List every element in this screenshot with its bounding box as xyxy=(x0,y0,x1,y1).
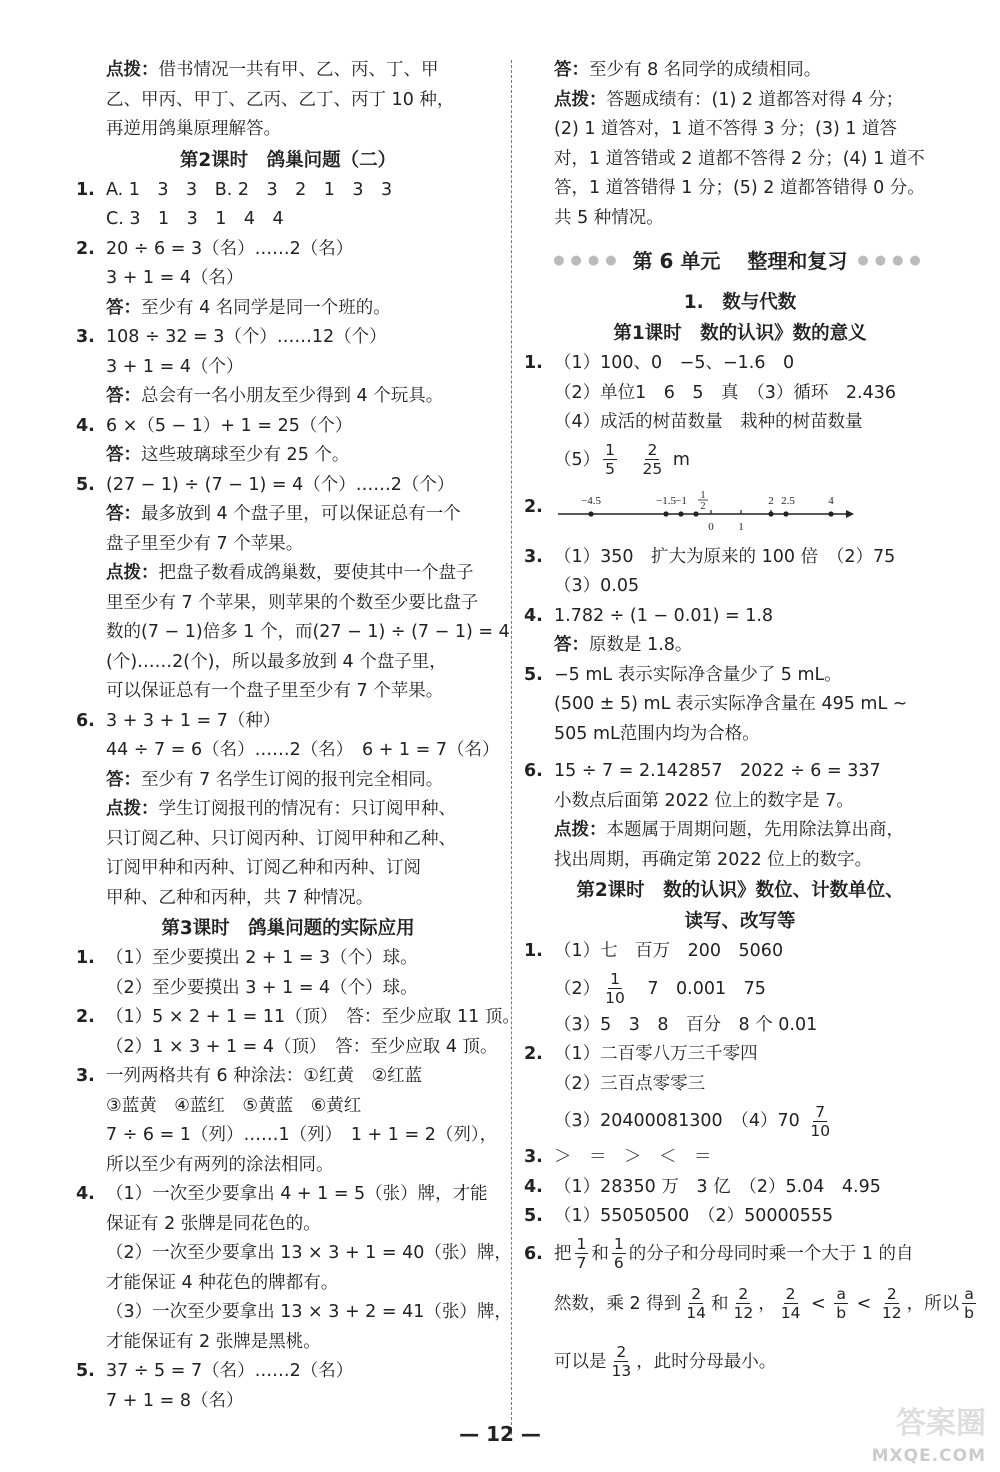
tick-label: −1 xyxy=(675,494,687,507)
fraction: $\frac{2}{12}$ xyxy=(881,1285,902,1322)
tip-label: 点拨： xyxy=(106,60,159,80)
decor-dots-icon: ●●●● xyxy=(857,253,927,268)
question-item: 3. 一列两格共有 6 种涂法：①红黄 ②红蓝 ③蓝黄 ④蓝红 ⑤黄蓝 ⑥黄红 7 ÷ 6 = 1（列）……1（列） 1 + 1 = 2（列）， 所以至少有两列的涂法相同。 xyxy=(76,1066,498,1175)
unit-title: ●●●● 第 6 单元 整理和复习 ●●●● xyxy=(524,239,956,283)
point xyxy=(663,511,668,516)
lesson-title-cont: 读写、改写等 xyxy=(684,911,796,932)
lesson-title: 第2课时 数的认识》数位、计数单位、 xyxy=(576,880,904,901)
tip-label: 点拨： xyxy=(106,799,159,819)
fraction: $\frac{1}{5}$ xyxy=(605,441,616,478)
question-item: 3. （1）350 扩大为原来的 100 倍 （2）75 （3）0.05 xyxy=(524,546,896,596)
question-item: 1. （1）七 百万 200 5060 （2） $\frac{1}{10}$ 7 0.001 75 （3）5 3 8 百分 8 个 0.01 xyxy=(524,941,818,1035)
tick-label: 2 xyxy=(700,500,706,512)
decor-dots-icon: ●●●● xyxy=(553,253,623,268)
question-item: 3. ＞ ＝ ＞ ＜ ＝ xyxy=(524,1147,712,1167)
answer-label: 答： xyxy=(554,60,589,80)
question-item: 5. −5 mL 表示实际净含量少了 5 mL。 (500 ± 5) mL 表示实际净含量在 495 mL ~ 505 mL范围内均为合格。 xyxy=(524,664,908,744)
tip-label: 点拨： xyxy=(554,89,607,110)
fraction: $\frac{2}{14}$ xyxy=(686,1285,706,1322)
tick-label: 1 xyxy=(738,520,744,533)
lesson-title: 第2课时 鸽巢问题（二） xyxy=(179,149,397,171)
tip-block: 点拨：借书情况一共有甲、乙、丙、丁、甲 乙、甲丙、甲丁、乙丙、乙丁、丙丁 10 种， 再逆用鸽巢原理解答。 xyxy=(106,60,455,139)
fraction: $\frac{a}{b}$ xyxy=(964,1285,974,1322)
question-item: 3. 108 ÷ 32 = 3（个）……12（个） 3 + 1 = 4（个） 答：总会有一名小朋友至少得到 4 个玩具。 xyxy=(76,327,444,406)
section-title: 1. 数与代数 xyxy=(683,292,797,313)
point xyxy=(588,511,593,516)
left-column xyxy=(76,56,520,1416)
question-item: 2. 20 ÷ 6 = 3（名）……2（名） 3 + 1 = 4（名） 答：至少有 4 名同学是同一个班的。 xyxy=(76,238,391,318)
fraction: $\frac{1}{7}$ xyxy=(576,1235,587,1272)
fraction: $\frac{a}{b}$ xyxy=(836,1285,847,1322)
fraction: $\frac{2}{13}$ xyxy=(611,1343,632,1380)
question-item: 5. （1）55050500 （2）50000555 xyxy=(524,1206,834,1226)
question-item: 2. （1）二百零八万三千零四 （2）三百点零零三 （3）20400081300 （4）70 $\frac{7}{10}$ xyxy=(524,1044,831,1140)
point xyxy=(693,511,698,516)
question-item: 6. 把 $\frac{1}{7}$ 和 $\frac{1}{6}$ 的分子和分母同时乘一个大于 1 的自 然数，乘 2 得到 $\frac{2}{14}$ 和 $\frac{2}{12}$ ， $\frac{2}{14}$ < $\frac{a}{b}$ < $\frac{2}{12}$ ，所以 $\frac{a}{b}$ 可以是 $\frac{2}{13}$ ，此时分母最小。 xyxy=(524,1235,974,1380)
point xyxy=(768,511,773,516)
question-item: 1. （1）至少要摸出 2 + 1 = 3（个）球。 （2）至少要摸出 3 + 1 = 4（个）球。 xyxy=(76,948,418,998)
question-item: 2. （1）5 × 2 + 1 = 11（顶） 答：至少应取 11 顶。 （2）1 × 3 + 1 = 4（顶） 答：至少应取 4 顶。 xyxy=(76,1007,520,1057)
number-line xyxy=(554,482,854,538)
answer-label: 答： xyxy=(106,769,141,790)
fraction: $\frac{7}{10}$ xyxy=(810,1102,831,1140)
lesson-title: 第1课时 数的认识》数的意义 xyxy=(613,323,867,344)
question-item: 5. 37 ÷ 5 = 7（名）……2（名） 7 + 1 = 8（名） xyxy=(76,1361,354,1411)
tick-label: 1 xyxy=(700,489,706,501)
question-item: 2. −4.5 −1.5 −1 1 2 0 1 2 2.5 4 xyxy=(524,482,956,543)
page-number: — 12 — xyxy=(459,1422,541,1446)
question-item: 6. 3 + 3 + 1 = 7（种） 44 ÷ 7 = 6（名）……2（名） 6 + 1 = 7（名） 答：至少有 7 名学生订阅的报刊完全相同。 点拨：学生订阅报刊的情况有：只订阅甲种、 只订阅乙种、只订阅丙种、订阅甲种和乙种、 订阅甲种和丙种、订阅乙种和丙种、订阅 甲种、乙种和丙种，共 7 种情况。 xyxy=(76,710,500,908)
question-item: 4. 6 ×（5 − 1）+ 1 = 25（个） 答：这些玻璃球至少有 25 个。 xyxy=(76,415,353,465)
tick-label: −1.5 xyxy=(656,494,676,507)
tick-label: 4 xyxy=(828,494,834,507)
point xyxy=(678,511,683,516)
answer-label: 答： xyxy=(106,386,141,406)
watermark-logo: 答案圈 MXQE.COM xyxy=(871,1406,986,1466)
tick-label: −4.5 xyxy=(581,494,601,507)
answer-label: 答： xyxy=(554,635,589,655)
question-item: 6. 15 ÷ 7 = 2.142857 2022 ÷ 6 = 337 小数点后面第 2022 位上的数字是 7。 点拨：本题属于周期问题，先用除法算出商， 找出周期，再确定第 2022 位上的数字。 xyxy=(524,761,904,870)
question-item: 1. （1）100、0 −5、−1.6 0 （2）单位1 6 5 真 （3）循环 2.436 （4）成活的树苗数量 栽种的树苗数量 （5） $\frac{1}{5}$ $\frac{2}{25}$ m xyxy=(524,353,897,478)
tip-label: 点拨： xyxy=(554,820,607,840)
tick-label: 0 xyxy=(708,520,714,533)
fraction: $\frac{1}{6}$ xyxy=(613,1235,624,1272)
tick-label: 2 xyxy=(768,494,774,507)
answer-label: 答： xyxy=(106,504,141,524)
lesson-title: 第3课时 鸽巢问题的实际应用 xyxy=(161,918,415,939)
question-item: 5. (27 − 1) ÷ (7 − 1) = 4（个）……2（个） 答：最多放到 4 个盘子里，可以保证总有一个 盘子里至少有 7 个苹果。 点拨：把盘子数看成鸽巢数，要使其中一个盘子 里至少有 7 个苹果，则苹果的个数至少要比盘子 数的(7 − 1)倍多 1 个，而(27 − 1) ÷ (7 − 1) = 4 (个)……2(个)，所以最多放到 4 个盘子里， 可以保证总有一个盘子里至少有 7 个苹果。 xyxy=(76,474,510,701)
tick-label: 2.5 xyxy=(781,494,795,507)
answer-label: 答： xyxy=(106,445,141,465)
question-item: 4. （1）28350 万 3 亿 （2）5.04 4.95 xyxy=(524,1176,881,1197)
fraction: $\frac{2}{14}$ xyxy=(780,1285,801,1322)
point xyxy=(828,511,833,516)
right-column: 答：至少有 8 名同学的成绩相同。 点拨：答题成绩有：(1) 2 道都答对得 4 分； (2) 1 道答对，1 道不答得 3 分；(3) 1 道答 对，1 道答错或 2 道都不答得 2 分；(4) 1 道不 答，1 道答错得 1 分；(5) 2 道都答错得 0 分。 共 5 种情况。 ●●●● 第 6 单元 整理和复习 ●●●● 1. 数与代数 第1课时 数的认识》数的意义 1. （1）100、0 −5、−1.6 0 （2）单位1 6 5 真 （3）循环 2.436 （4）成活的树苗数量 栽种的树苗数量 （5） $\frac{1}{5}$ $\frac{2}{25}$ m 2. −4.5 −1.5 −1 1 2 0 1 2 2.5 4 3. （1）350 扩大为原来的 100 倍 （2）75 （3）0.05 4. 1.782 ÷ (1 − 0.01) = 1.8 答：原数是 1.8。 5. −5 mL 表示实际净含量少了 5 mL。 (500 ± 5) mL 表示实际净含量在 495 mL ~ 505 mL范围内均为合格。 6. 15 ÷ 7 = 2.142857 2022 ÷ 6 = 337 小数点后面第 2022 位上的数字是 7。 点拨：本题属于周期问题，先用除法算出商， 找出周期，再确定第 2022 位上的数字。 第2课时 数的认识》数位、计数单位、 读写、改写等 1. （1）七 百万 200 5060 （2） $\frac{1}{10}$ 7 0.001 75 （3）5 3 8 百分 8 个 0.01 2. （1）二百零八万三千零四 （2）三百点零零三 （3）20400081300 （4）70 $\frac{7}{10}$ 3. ＞ ＝ ＞ ＜ ＝ 4. （1）28350 万 3 亿 （2）5.04 4.95 5. （1）55050500 （2）50000555 6. 把 $\frac{1}{7}$ 和 $\frac{1}{6}$ 的分子和分母同时乘一个大于 1 的自 然数，乘 2 得到 $\frac{2}{14}$ 和 $\frac{2}{12}$ ， $\frac{2}{14}$ < $\frac{a}{b}$ < $\frac{2}{12}$ ，所以 $\frac{a}{b}$ 可以是 $\frac{2}{13}$ ，此时分母最小。 xyxy=(524,56,956,1384)
point xyxy=(783,511,788,516)
question-item: 4. 1.782 ÷ (1 − 0.01) = 1.8 答：原数是 1.8。 xyxy=(524,605,774,655)
answer-label: 答： xyxy=(106,297,141,318)
question-item: 4. （1）一次至少要拿出 4 + 1 = 5（张）牌，才能 保证有 2 张牌是同花色的。 （2）一次至少要拿出 13 × 3 + 1 = 40（张）牌， 才能保证 4 种花色的牌都有。 （3）一次至少要拿出 13 × 3 + 2 = 41（张）牌， 才能保证有 2 张牌是黑桃。 xyxy=(76,1184,512,1352)
fraction: $\frac{2}{12}$ xyxy=(733,1285,754,1322)
fraction: $\frac{2}{25}$ xyxy=(642,441,663,478)
question-item: 1. A. 1 3 3 B. 2 3 2 1 3 3 C. 3 1 3 1 4 4 xyxy=(76,179,393,229)
fraction: $\frac{1}{10}$ xyxy=(605,970,625,1007)
tip-label: 点拨： xyxy=(106,563,159,583)
arrow-icon xyxy=(846,510,854,518)
